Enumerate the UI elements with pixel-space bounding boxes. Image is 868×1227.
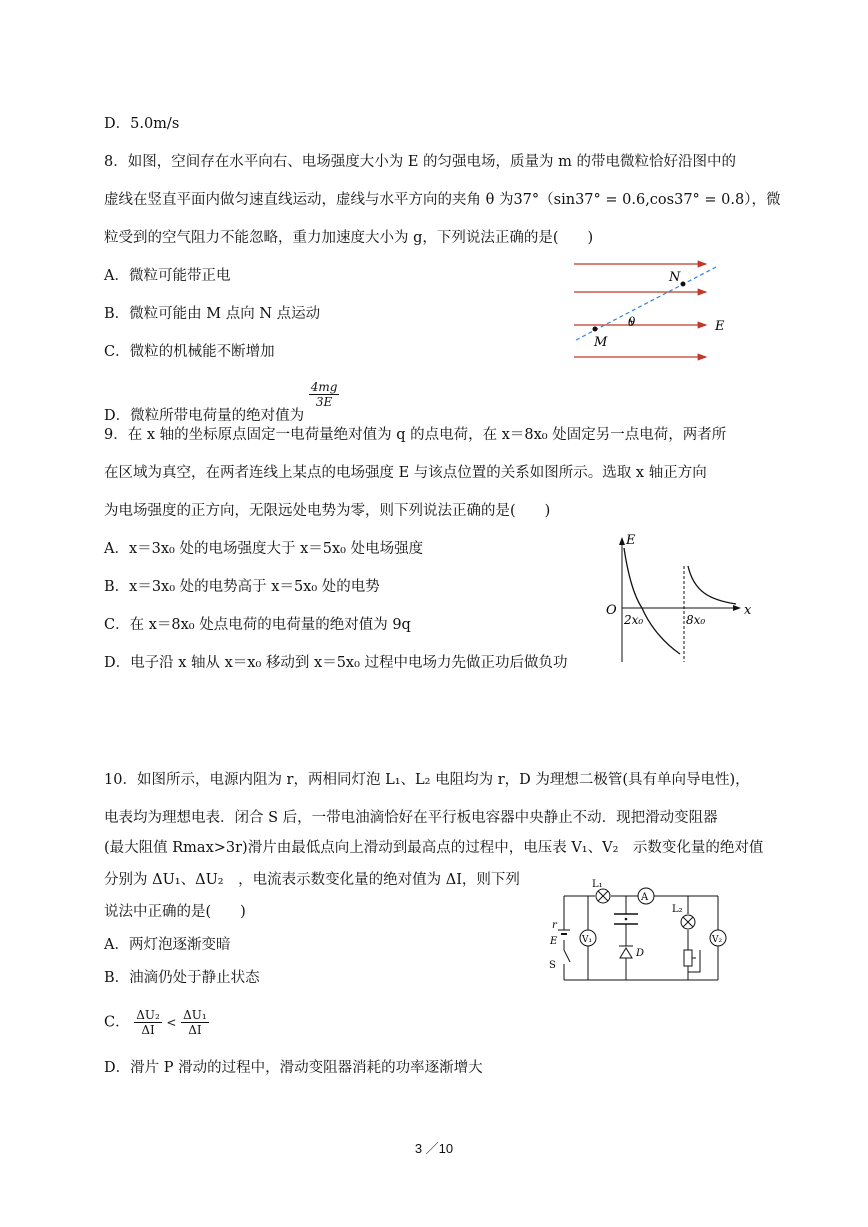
q9-option-a: A．x＝3x₀ 处的电场强度大于 x＝5x₀ 处电场强度 <box>104 541 424 557</box>
rheostat <box>684 950 692 966</box>
q10-less-than: < <box>166 1015 177 1030</box>
label-v2: V₂ <box>712 935 723 945</box>
label-r: r <box>552 920 557 931</box>
label-e: E <box>550 936 558 947</box>
q10-stem-line-4: 分别为 ΔU₁、ΔU₂ ，电流表示数变化量的绝对值为 ΔI，则下列 <box>104 872 520 888</box>
q10-fraction-2-num: ΔU₁ <box>183 1008 207 1022</box>
q10-option-a: A．两灯泡逐渐变暗 <box>104 937 231 953</box>
q8-fraction-denominator: 3E <box>315 395 333 409</box>
q10-stem-line-3: (最大阻值 Rmax>3r)滑片由最低点向上滑动到最高点的过程中，电压表 V₁、V₂ 示数变化量的绝对值 <box>104 840 764 856</box>
q9-option-c: C．在 x＝8x₀ 处点电荷的电荷量的绝对值为 9q <box>104 617 411 633</box>
tick-8x0: 8x₀ <box>686 613 706 627</box>
q10-stem-line-5: 说法中正确的是( ) <box>104 904 246 920</box>
q10-option-c-prefix: C． <box>104 1014 130 1031</box>
q8-option-d-text: D．微粒所带电荷量的绝对值为 <box>104 408 305 424</box>
label-v1: V₁ <box>582 935 593 945</box>
q10-option-d: D．滑片 P 滑动的过程中，滑动变阻器消耗的功率逐渐增大 <box>104 1060 483 1076</box>
curve-right <box>688 566 736 604</box>
label-e: E <box>715 319 725 334</box>
label-d: D <box>636 948 645 959</box>
label-theta: θ <box>628 315 636 329</box>
q10-fraction-1 <box>134 1008 162 1037</box>
label-m: M <box>594 335 608 350</box>
switch-blade <box>564 950 570 962</box>
q8-option-d <box>104 380 339 426</box>
q8-stem-line-1: 8．如图，空间存在水平向右、电场强度大小为 E 的匀强电场，质量为 m 的带电微粒恰好沿图中的 <box>104 154 736 170</box>
q9-stem-line-3: 为电场强度的正方向，无限远处电势为零，则下列说法正确的是( ) <box>104 503 551 519</box>
q8-option-a: A．微粒可能带正电 <box>104 268 231 284</box>
q10-fraction-1-den: ΔI <box>141 1023 155 1037</box>
q9-stem-line-1: 9．在 x 轴的坐标原点固定一电荷量绝对值为 q 的点电荷，在 x＝8x₀ 处固定另一点电荷，两者所 <box>104 427 727 443</box>
q9-option-b: B．x＝3x₀ 处的电势高于 x＝5x₀ 处的电势 <box>104 579 380 595</box>
q9-option-d: D．电子沿 x 轴从 x＝x₀ 移动到 x＝5x₀ 过程中电场力先做正功后做负功 <box>104 655 568 671</box>
label-l2: L₂ <box>672 904 683 915</box>
q8-fraction-numerator: 4mg <box>310 380 338 394</box>
rheostat-slider-wire <box>688 950 700 972</box>
curve-left <box>624 548 680 654</box>
q10-stem-line-2: 电表均为理想电表．闭合 S 后，一带电油滴恰好在平行板电容器中央静止不动．现把滑动变阻器 <box>104 810 718 826</box>
q10-stem-line-1: 10．如图所示，电源内阻为 r，两相同灯泡 L₁、L₂ 电阻均为 r，D 为理想二极管(具有单向导电性)， <box>104 772 750 788</box>
q10-circuit-diagram <box>540 878 740 988</box>
q8-option-c: C．微粒的机械能不断增加 <box>104 344 275 360</box>
q10-fraction-1-num: ΔU₂ <box>136 1008 160 1022</box>
point-m <box>593 327 598 332</box>
q8-stem-line-3: 粒受到的空气阻力不能忽略，重力加速度大小为 g，下列说法正确的是( ) <box>104 230 594 246</box>
label-e-axis: E <box>626 533 636 548</box>
q10-option-c <box>104 1008 209 1037</box>
label-origin: O <box>606 603 617 618</box>
label-a: A <box>641 892 649 903</box>
q10-fraction-2-den: ΔI <box>188 1023 202 1037</box>
q8-option-b: B．微粒可能由 M 点向 N 点运动 <box>104 306 321 322</box>
point-n <box>681 282 686 287</box>
q9-e-x-graph <box>600 530 760 670</box>
label-l1: L₁ <box>592 879 603 890</box>
oil-drop <box>625 918 628 921</box>
q8-option-d-fraction <box>309 380 340 409</box>
diode-triangle <box>620 948 632 958</box>
label-n: N <box>669 270 681 285</box>
tick-2x0: 2x₀ <box>624 613 644 627</box>
page-number: 3 ／10 <box>414 1141 454 1156</box>
q10-option-b: B．油滴仍处于静止状态 <box>104 970 260 986</box>
q7-option-d: D．5.0m/s <box>104 116 180 132</box>
label-x-axis: x <box>744 603 752 618</box>
q9-stem-line-2: 在区域为真空，在两者连线上某点的电场强度 E 与该点位置的关系如图所示。选取 x 轴正方向 <box>104 465 707 481</box>
label-s: S <box>549 960 556 971</box>
q8-stem-line-2: 虚线在竖直平面内做匀速直线运动，虚线与水平方向的夹角 θ 为37°（sin37° = 0.6,cos37° = 0.8），微 <box>104 192 781 208</box>
q10-fraction-2 <box>181 1008 209 1037</box>
q8-field-figure <box>570 256 735 366</box>
